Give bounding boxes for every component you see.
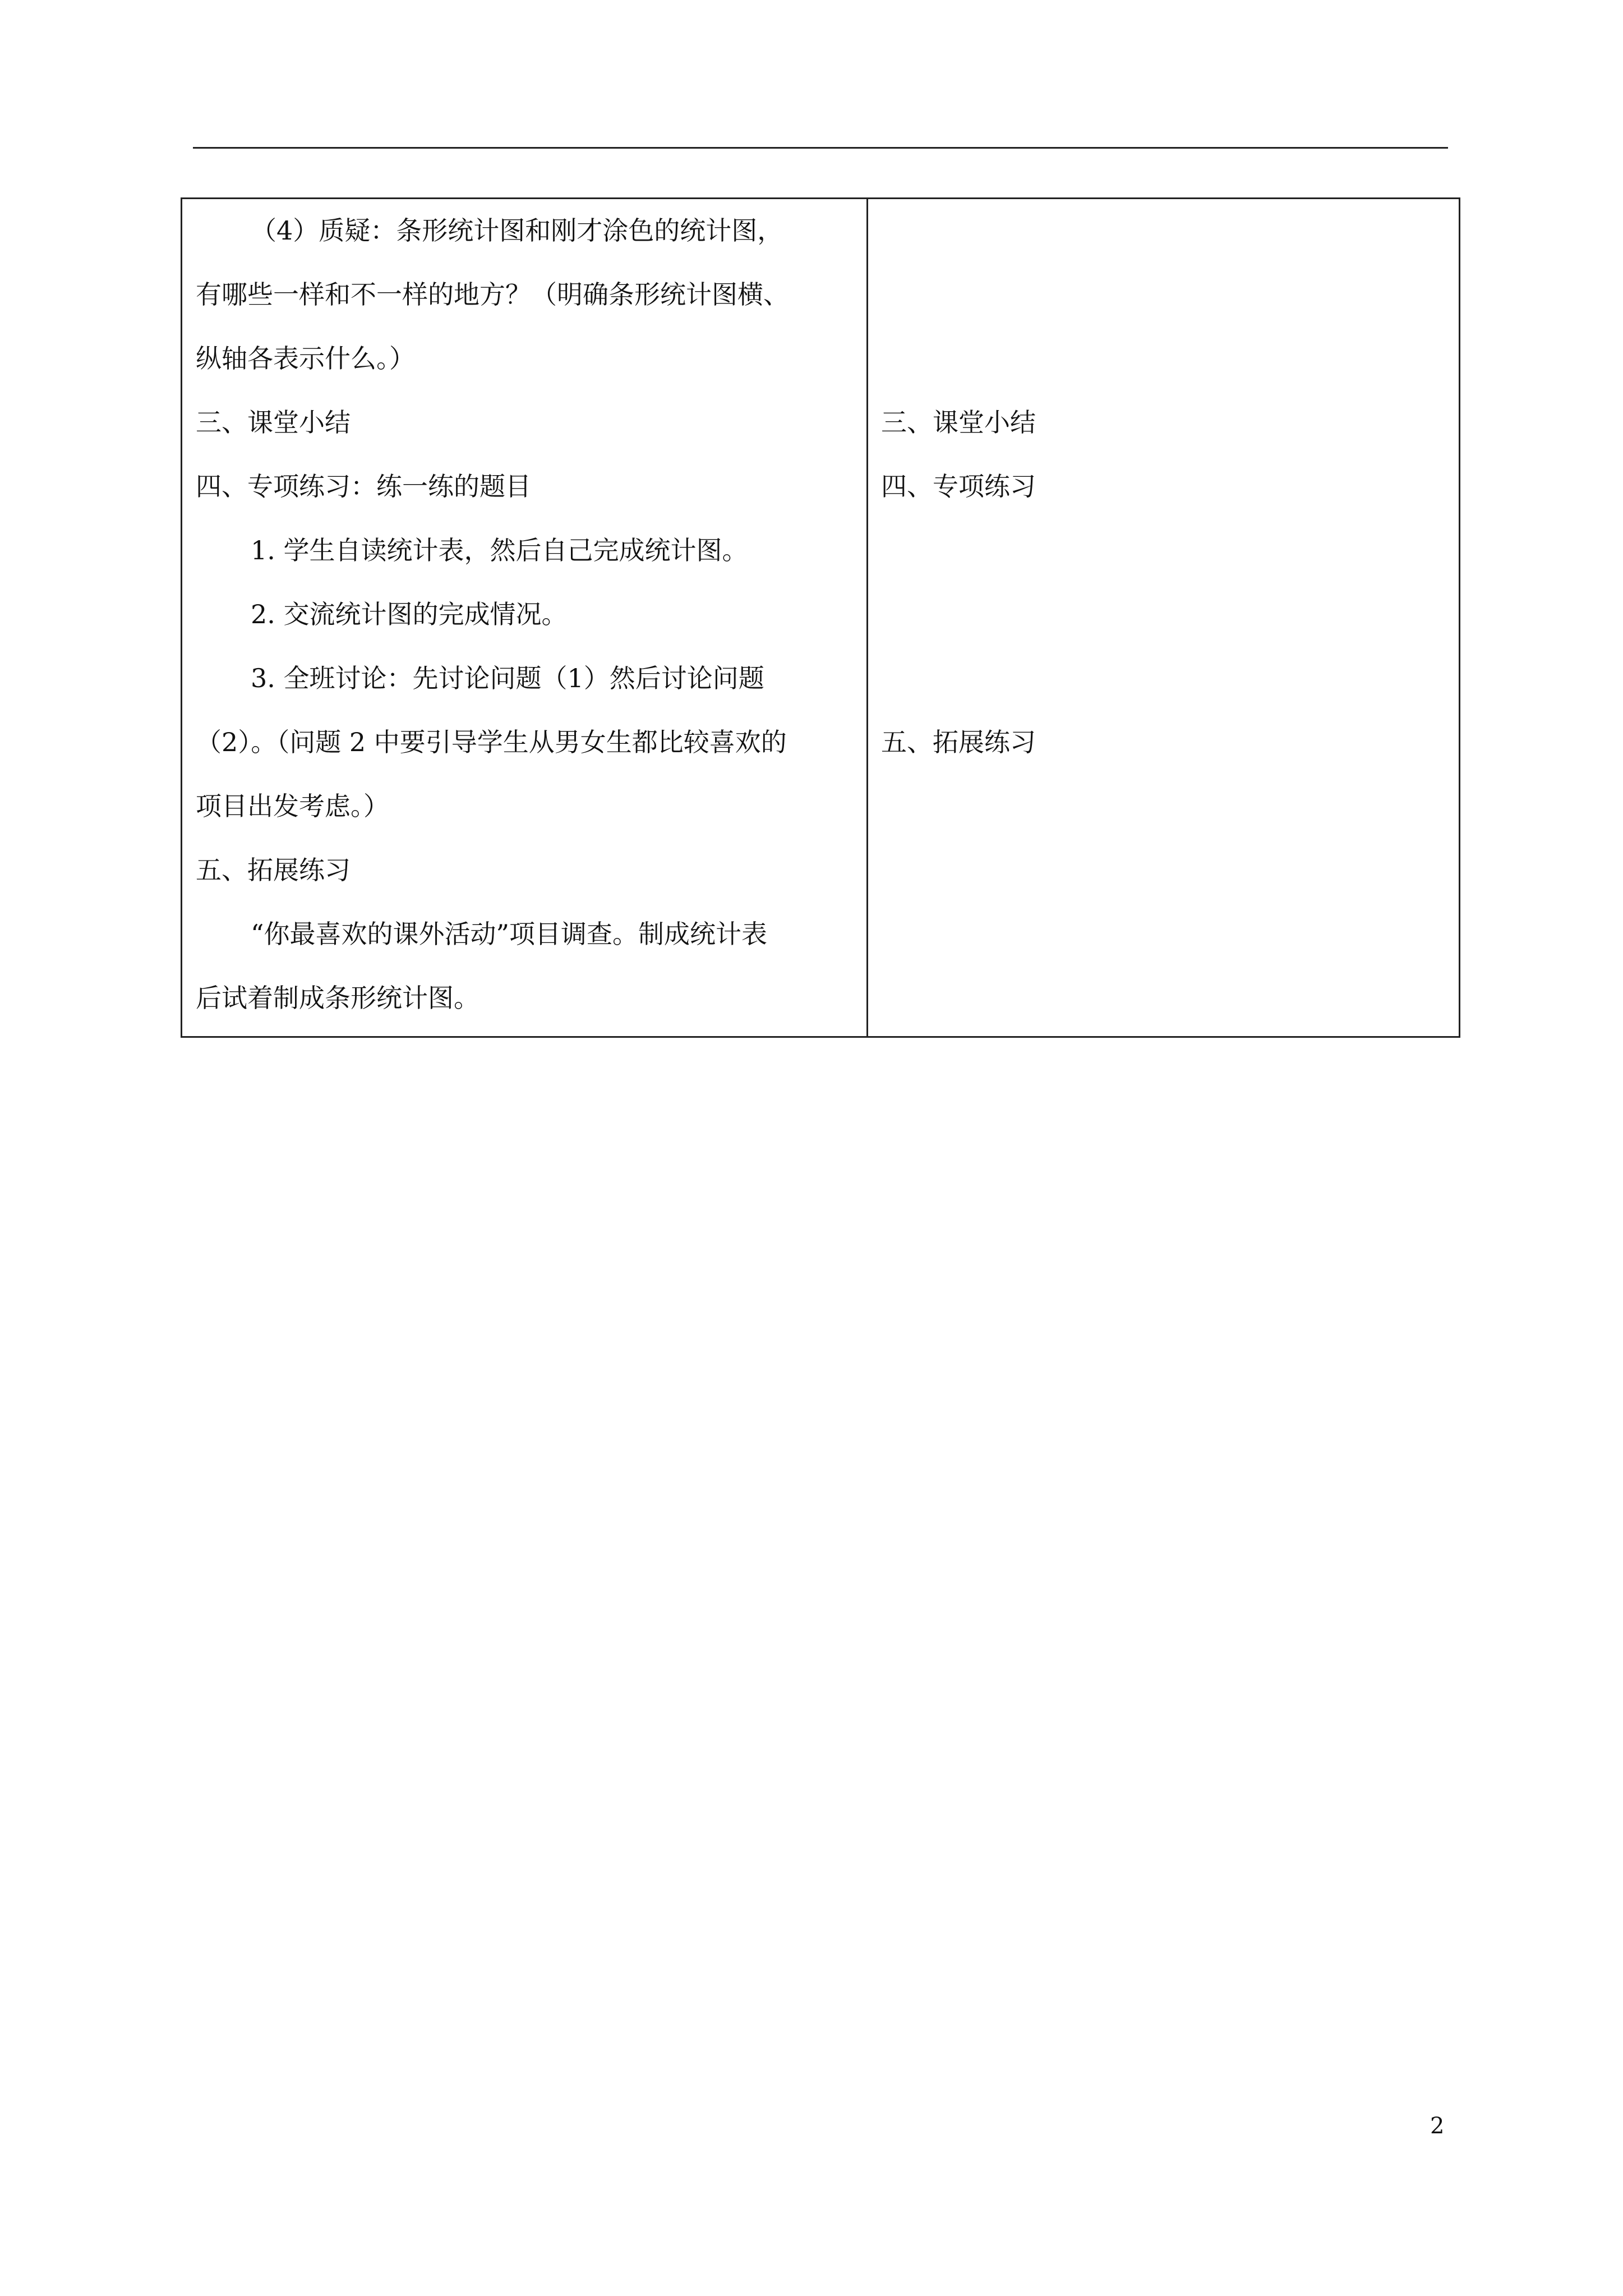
left-line-12: “你最喜欢的课外活动”项目调查。制成统计表 bbox=[251, 919, 768, 949]
column-divider bbox=[866, 199, 868, 1036]
left-line-10: 项目出发考虑。） bbox=[196, 791, 389, 821]
left-line-practice-1: 1. 学生自读统计表，然后自己完成统计图。 bbox=[251, 535, 748, 565]
left-section-extension: 五、拓展练习 bbox=[196, 855, 351, 885]
left-line-3: 纵轴各表示什么。） bbox=[196, 343, 415, 374]
left-section-summary: 三、课堂小结 bbox=[196, 407, 351, 438]
left-line-2: 有哪些一样和不一样的地方？（明确条形统计图横、 bbox=[196, 279, 789, 310]
right-section-summary: 三、课堂小结 bbox=[881, 407, 1036, 438]
left-line-practice-3: 3. 全班讨论：先讨论问题（1）然后讨论问题 bbox=[251, 663, 764, 693]
left-line-9: （2）。（问题 2 中要引导学生从男女生都比较喜欢的 bbox=[196, 727, 787, 757]
left-line-1: （4）质疑：条形统计图和刚才涂色的统计图， bbox=[251, 215, 783, 246]
left-line-13: 后试着制成条形统计图。 bbox=[196, 983, 479, 1013]
left-line-practice-2: 2. 交流统计图的完成情况。 bbox=[251, 599, 568, 629]
right-section-practice: 四、专项练习 bbox=[881, 471, 1036, 501]
left-section-practice: 四、专项练习：练一练的题目 bbox=[196, 471, 531, 501]
lesson-plan-table bbox=[181, 197, 1460, 1038]
page-number: 2 bbox=[1430, 2113, 1445, 2139]
right-section-extension: 五、拓展练习 bbox=[881, 727, 1036, 757]
header-rule bbox=[193, 147, 1448, 149]
